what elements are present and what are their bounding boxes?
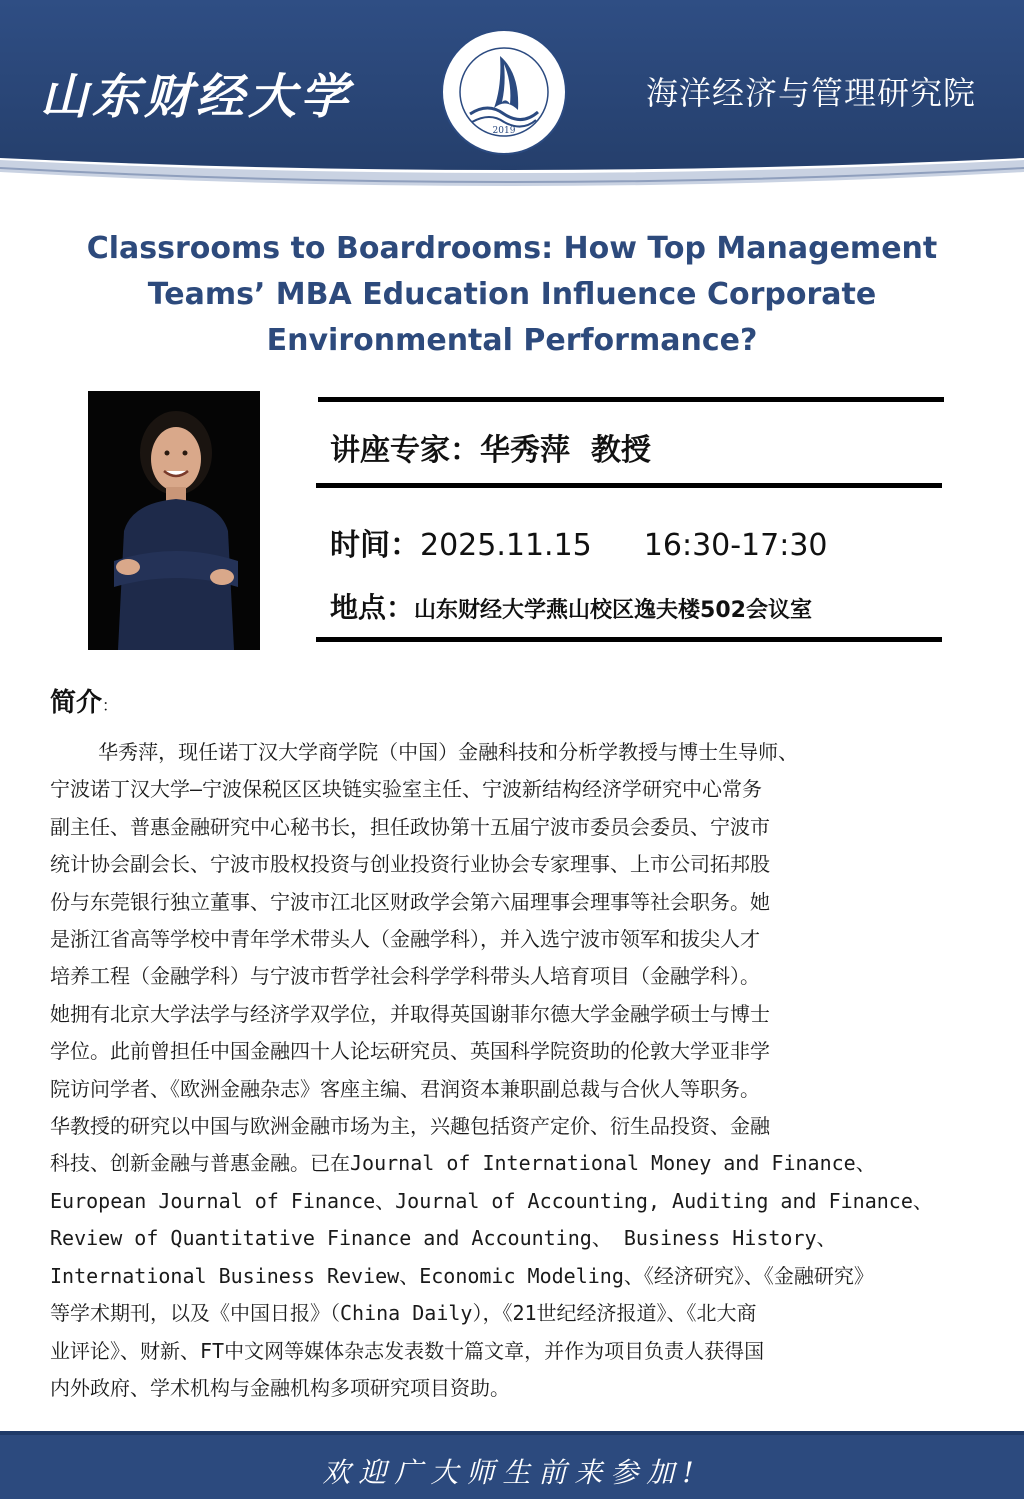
title-line: Classrooms to Boardrooms: How Top Management — [86, 231, 938, 266]
institute-logo — [440, 28, 568, 156]
intro-heading-colon: ： — [102, 696, 119, 715]
title-line: Teams’ MBA Education Influence Corporate — [147, 277, 877, 312]
place-label: 地点： — [330, 591, 415, 624]
intro-line: European Journal of Finance、Journal of Accounting, Auditing and Finance、 — [50, 1188, 933, 1213]
intro-line: 华秀萍，现任诺丁汉大学商学院（中国）金融科技和分析学教授与博士生导师、 — [50, 740, 799, 764]
rule-middle — [316, 483, 942, 488]
intro-line: 统计协会副会长、宁波市股权投资与创业投资行业协会专家理事、上市公司拓邦股 — [50, 852, 770, 877]
intro-line: 内外政府、学术机构与金融机构多项研究项目资助。 — [50, 1375, 510, 1400]
intro-line: International Business Review、Economic Modeling、《经济研究》、《金融研究》 — [50, 1263, 874, 1288]
intro-line: 等学术期刊，以及《中国日报》（China Daily），《21世纪经济报道》、《北大商 — [50, 1301, 757, 1326]
footer-welcome-text: 欢迎广大师生前来参加! — [322, 1456, 702, 1489]
institute-name: 海洋经济与管理研究院 — [646, 74, 977, 112]
university-name: 山东财经大学 — [40, 69, 353, 125]
title-line: Environmental Performance? — [266, 323, 758, 358]
intro-line: 宁波诺丁汉大学—宁波保税区区块链实验室主任、宁波新结构经济学研究中心常务 — [50, 777, 763, 802]
intro-line: 培养工程（金融学科）与宁波市哲学社会科学学科带头人培育项目（金融学科）。 — [50, 964, 760, 989]
intro-line: 份与东莞银行独立董事、宁波市江北区财政学会第六届理事会理事等社会职务。她 — [50, 889, 770, 914]
speaker-portrait-icon — [88, 391, 260, 650]
intro-body — [50, 734, 980, 1407]
lecture-title — [40, 226, 984, 364]
intro-line: 学位。此前曾担任中国金融四十人论坛研究员、英国科学院资助的伦敦大学亚非学 — [50, 1039, 770, 1064]
intro-line: Review of Quantitative Finance and Accounting、 Business History、 — [50, 1226, 837, 1251]
speaker-label: 讲座专家： — [330, 433, 480, 468]
intro-line: 院访问学者、《欧洲金融杂志》客座主编、君润资本兼职副总裁与合伙人等职务。 — [50, 1076, 760, 1101]
time-label: 时间： — [330, 528, 420, 563]
intro-line: 业评论》、财新、FT中文网等媒体杂志发表数十篇文章，并作为项目负责人获得国 — [50, 1338, 765, 1363]
speaker-name: 华秀萍 教授 — [480, 433, 651, 468]
intro-line: 她拥有北京大学法学与经济学双学位，并取得英国谢菲尔德大学金融学硕士与博士 — [50, 1001, 770, 1026]
intro-line: 是浙江省高等学校中青年学术带头人（金融学科），并入选宁波市领军和拔尖人才 — [50, 927, 760, 952]
intro-heading-text: 简介 — [50, 688, 103, 718]
logo-emblem-icon — [440, 28, 568, 156]
speaker-line — [330, 425, 651, 469]
time-date: 2025.11.15 — [420, 528, 592, 563]
place-line — [330, 586, 812, 626]
rule-top — [318, 397, 944, 402]
time-line — [330, 520, 828, 564]
rule-bottom — [316, 637, 942, 642]
header-banner — [0, 0, 1024, 200]
intro-line: 科技、创新金融与普惠金融。已在Journal of International Money and Finance、 — [50, 1151, 876, 1176]
speaker-photo — [88, 391, 260, 650]
logo-year: 2019 — [492, 126, 516, 136]
place-value: 山东财经大学燕山校区逸夫楼502会议室 — [414, 598, 812, 623]
intro-line: 华教授的研究以中国与欧洲金融市场为主，兴趣包括资产定价、衍生品投资、金融 — [50, 1114, 770, 1139]
intro-line: 副主任、普惠金融研究中心秘书长，担任政协第十五届宁波市委员会委员、宁波市 — [50, 814, 770, 839]
intro-heading — [50, 682, 118, 719]
time-range: 16:30-17:30 — [643, 528, 828, 563]
